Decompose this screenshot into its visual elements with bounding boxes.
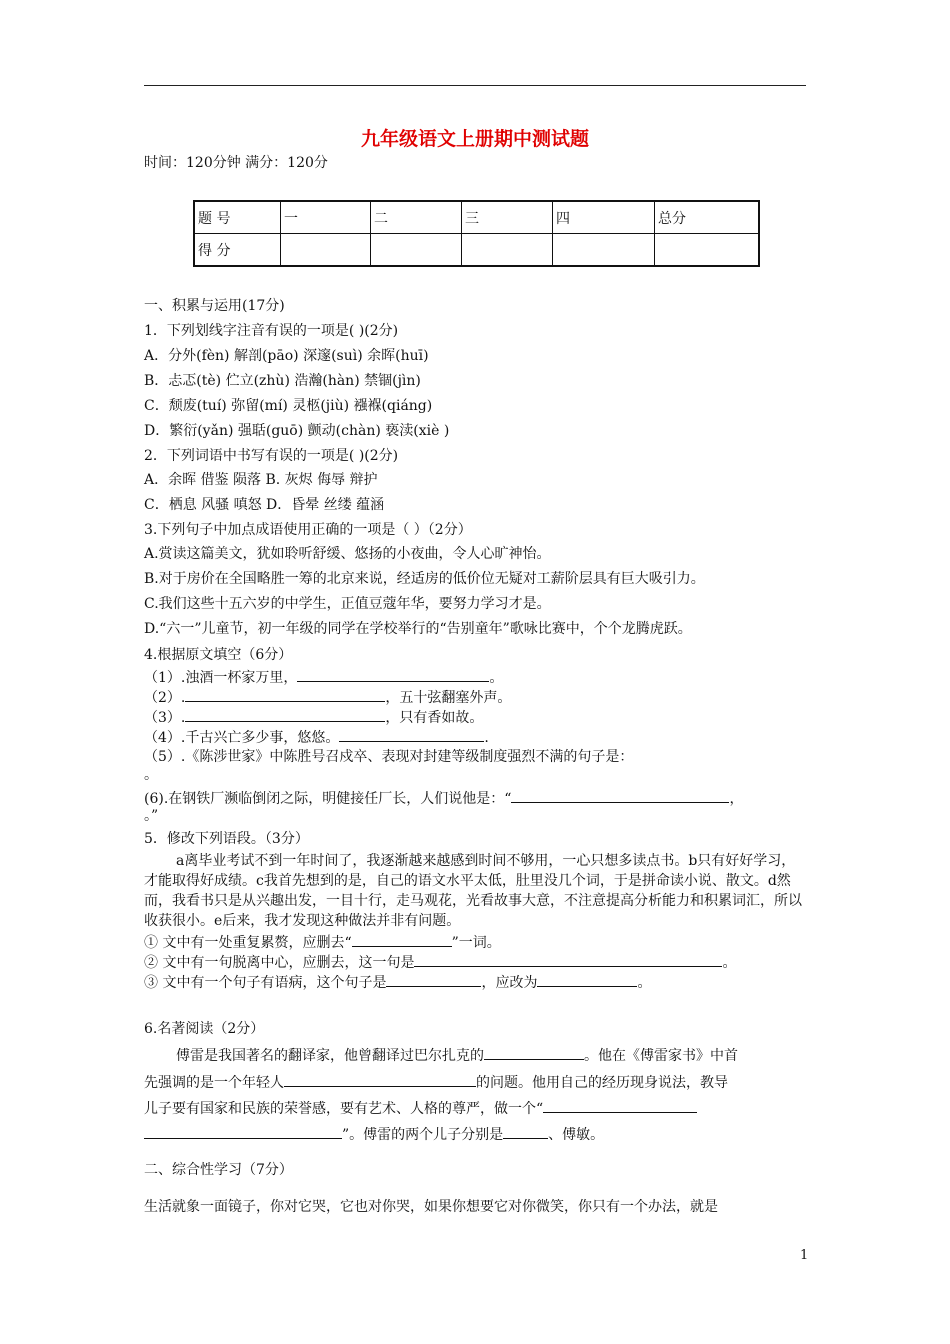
table-cell: 二 — [371, 201, 462, 234]
fill-line — [144, 952, 736, 973]
question-stem: 4.根据原文填空（6分） — [144, 647, 293, 663]
fill-suffix: ，五十弦翻塞外声。 — [385, 690, 512, 706]
answer-blank[interactable] — [414, 952, 722, 967]
answer-blank[interactable] — [484, 1045, 584, 1060]
page-number: 1 — [800, 1248, 809, 1263]
option-line: C．颓废(tuí) 弥留(mí) 灵柩(jiù) 襁褓(qiáng) — [144, 398, 433, 414]
score-input-cell[interactable] — [462, 234, 553, 267]
answer-blank[interactable] — [511, 788, 729, 803]
fill-line — [144, 1124, 604, 1145]
fill-prefix: （3）. — [144, 710, 186, 726]
answer-blank[interactable] — [543, 1098, 697, 1113]
fill-suffix: 的问题。他用自己的经历现身说法，教导 — [476, 1075, 728, 1091]
option-line: A.赏读这篇美文，犹如聆听舒缓、悠扬的小夜曲，令人心旷神怡。 — [144, 546, 551, 562]
paragraph: 生活就象一面镜子，你对它哭，它也对你哭，如果你想要它对你微笑，你只有一个办法，就是 — [144, 1199, 718, 1215]
fill-suffix: 。 — [637, 975, 652, 991]
fill-line — [144, 1072, 728, 1093]
fill-suffix: ， — [729, 791, 744, 807]
fill-line — [144, 687, 511, 708]
score-input-cell[interactable] — [553, 234, 655, 267]
option-line: D．繁衍(yǎn) 强聒(guō) 颤动(chàn) 亵渎(xiè ) — [144, 423, 450, 439]
answer-blank[interactable] — [185, 687, 385, 702]
fill-line — [144, 932, 501, 953]
fill-suffix: 。 — [489, 670, 504, 686]
section-heading: 一、积累与运用(17分) — [144, 298, 285, 314]
fill-line — [176, 1045, 738, 1066]
score-table-header-row — [194, 201, 759, 234]
answer-blank[interactable] — [339, 727, 484, 742]
option-line: B．忐忑(tè) 伫立(zhù) 浩瀚(hàn) 禁锢(jìn) — [144, 373, 421, 389]
fill-prefix: （2）. — [144, 690, 186, 706]
paragraph: a离毕业考试不到一年时间了，我逐渐越来越感到时间不够用，一心只想多读点书。b只有好好学习，才能取得好成绩。c我首先想到的是，自己的语文水平太低，肚里没几个词，于是拼命读小说、散文。d然而，我看书只是从兴趣出发，一目十行，走马观花，光看故事大意，不注意提高分析能力和积累词汇，所以收获很小。e后来，我才发现这种做法并非有问题。 — [144, 853, 802, 929]
option-line: C.我们这些十五六岁的中学生，正值豆蔻年华，要努力学习才是。 — [144, 596, 551, 612]
fill-prefix: (6).在钢铁厂濒临倒闭之际，明健接任厂长，人们说他是：“ — [144, 791, 512, 807]
section-heading: 二、综合性学习（7分） — [144, 1162, 293, 1178]
fill-prefix: （4）.千古兴亡多少事，悠悠。 — [144, 730, 340, 746]
table-cell: 一 — [281, 201, 371, 234]
fill-line-end: 。 — [144, 767, 158, 783]
fill-prefix: 儿子要有国家和民族的荣誉感，要有艺术、人格的尊严，做一个“ — [144, 1101, 544, 1117]
table-cell: 得 分 — [194, 234, 281, 267]
page-title: 九年级语文上册期中测试题 — [360, 128, 589, 150]
fill-mid: ，应改为 — [481, 975, 538, 991]
answer-blank[interactable] — [144, 1124, 342, 1139]
fill-suffix: 、傅敏。 — [548, 1127, 605, 1143]
question-stem: 2．下列词语中书写有误的一项是( )(2分) — [144, 448, 399, 464]
score-input-cell[interactable] — [281, 234, 371, 267]
fill-line — [144, 667, 503, 688]
score-input-cell[interactable] — [655, 234, 760, 267]
fill-suffix: 。 — [722, 955, 737, 971]
score-table — [193, 200, 760, 267]
score-table-score-row — [194, 234, 759, 267]
fill-line: （5）.《陈涉世家》中陈胜号召戍卒、表现对封建等级制度强烈不满的句子是： — [144, 749, 634, 765]
fill-line-end: 。” — [144, 808, 159, 824]
fill-prefix: ② 文中有一句脱离中心，应删去，这一句是 — [144, 955, 415, 971]
answer-blank[interactable] — [503, 1124, 548, 1139]
exam-meta: 时间：120分钟 满分：120分 — [144, 155, 328, 171]
fill-suffix: . — [484, 730, 489, 746]
score-input-cell[interactable] — [371, 234, 462, 267]
question-stem: 1．下列划线字注音有误的一项是( )(2分) — [144, 323, 399, 339]
fill-line — [144, 972, 651, 993]
fill-suffix: 。他在《傅雷家书》中首 — [584, 1048, 738, 1064]
fill-mid: ”。傅雷的两个儿子分别是 — [342, 1127, 504, 1143]
question-stem: 6.名著阅读（2分） — [144, 1021, 265, 1037]
fill-line — [144, 727, 489, 748]
option-line: A．分外(fèn) 解剖(pāo) 深邃(suì) 余晖(huī) — [144, 348, 429, 364]
answer-blank[interactable] — [297, 667, 489, 682]
option-line: A．余晖 借鉴 陨落 B. 灰烬 侮辱 辩护 — [144, 472, 378, 488]
question-stem: 5．修改下列语段。（3分） — [144, 831, 309, 847]
fill-suffix: ”一词。 — [451, 935, 501, 951]
fill-line — [144, 707, 483, 728]
option-line: B.对于房价在全国略胜一筹的北京来说，经适房的低价位无疑对工薪阶层具有巨大吸引力。 — [144, 571, 705, 587]
table-cell: 题 号 — [194, 201, 281, 234]
fill-prefix: ③ 文中有一个句子有语病，这个句子是 — [144, 975, 387, 991]
answer-blank[interactable] — [537, 972, 637, 987]
fill-prefix: 先强调的是一个年轻人 — [144, 1075, 284, 1091]
answer-blank[interactable] — [352, 932, 452, 947]
option-line: D.“六一”儿童节，初一年级的同学在学校举行的“告别童年”歌咏比赛中，个个龙腾虎跃。 — [144, 621, 692, 637]
answer-blank[interactable] — [386, 972, 481, 987]
fill-suffix: ，只有香如故。 — [385, 710, 484, 726]
header-rule — [144, 85, 806, 86]
fill-line — [144, 1098, 697, 1119]
fill-prefix: 傅雷是我国著名的翻译家，他曾翻译过巴尔扎克的 — [176, 1048, 484, 1064]
answer-blank[interactable] — [284, 1072, 476, 1087]
table-cell: 四 — [553, 201, 655, 234]
question-stem: 3.下列句子中加点成语使用正确的一项是（ ）（2分） — [144, 522, 472, 538]
fill-prefix: ① 文中有一处重复累赘，应删去“ — [144, 935, 352, 951]
table-cell: 总分 — [655, 201, 760, 234]
table-cell: 三 — [462, 201, 553, 234]
fill-line — [144, 788, 743, 809]
answer-blank[interactable] — [185, 707, 385, 722]
fill-prefix: （1）.浊酒一杯家万里， — [144, 670, 298, 686]
option-line: C．栖息 风骚 嗔怒 D．昏晕 丝缕 蕴涵 — [144, 497, 385, 513]
